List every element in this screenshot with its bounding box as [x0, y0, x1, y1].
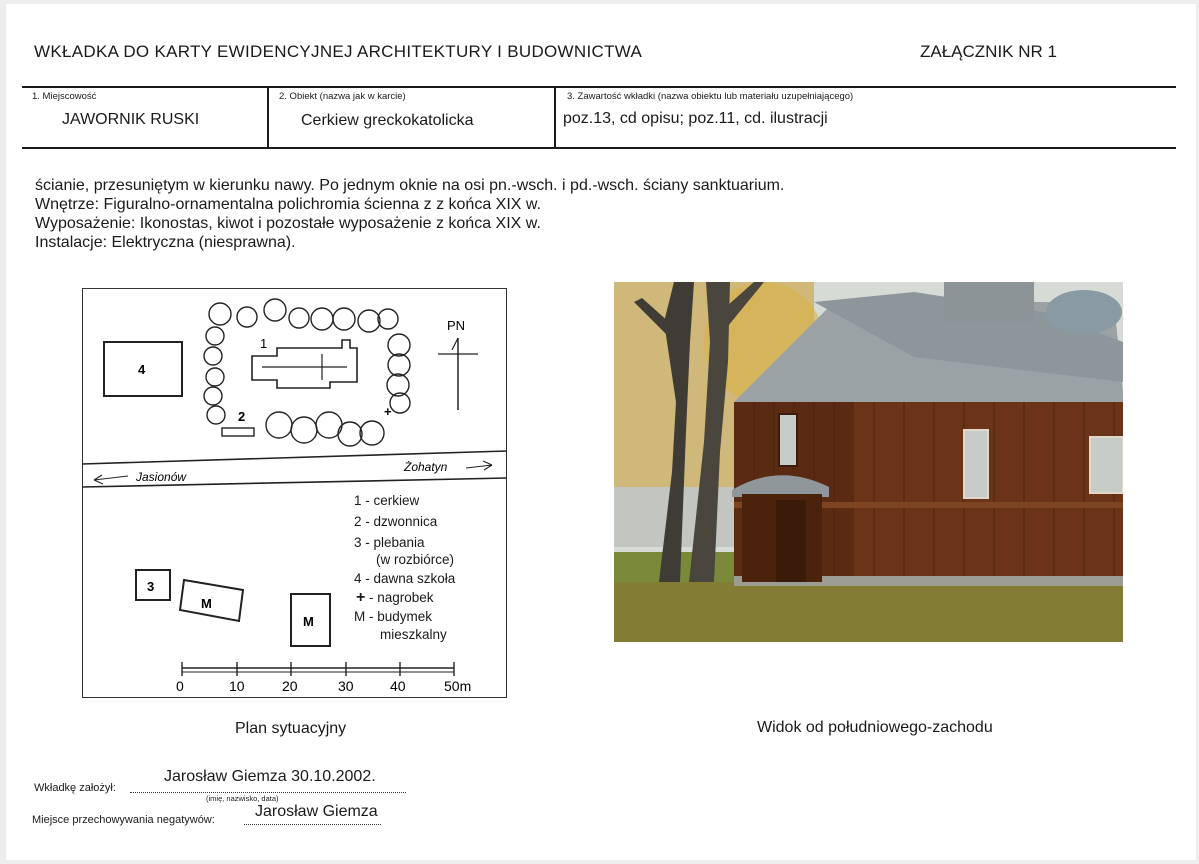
photo-window: [1090, 437, 1123, 493]
scale-label: 20: [282, 678, 298, 694]
top-rule: [22, 86, 1176, 88]
legend-item: (w rozbiórce): [376, 552, 455, 567]
presbytery-label: 3: [147, 579, 155, 594]
storage-label: Miejsce przechowywania negatywów:: [32, 814, 215, 826]
annex-number: ZAŁĄCZNIK NR 1: [920, 42, 1057, 61]
scale-label: 0: [176, 678, 184, 694]
legend-item: - nagrobek: [369, 590, 434, 605]
form-title: WKŁADKA DO KARTY EWIDENCYJNEJ ARCHITEKTURY I BUDOWNICTWA: [34, 42, 643, 61]
photo-leaves: [614, 582, 1123, 642]
legend-item: 1 - cerkiew: [354, 493, 420, 508]
north-label: PN: [447, 318, 466, 333]
site-plan: [82, 288, 507, 698]
scale-label: 50m: [444, 678, 472, 694]
author-value: Jarosław Giemza 30.10.2002.: [164, 768, 376, 785]
storage-dotted-line: [244, 824, 381, 825]
photo-drum: [944, 282, 1034, 322]
road-right-label: Żohatyn: [404, 460, 448, 474]
road-left-label: Jasionów: [136, 470, 187, 484]
locality-value: JAWORNIK RUSKI: [62, 111, 200, 128]
description-text: [35, 176, 784, 252]
photo-caption: Widok od południowego-zachodu: [757, 719, 993, 736]
locality-label: 1. Miejscowość: [32, 91, 97, 102]
contents-label: 3. Zawartość wkładki (nazwa obiektu lub materiału uzupełniającego): [567, 91, 854, 102]
author-label: Wkładkę założył:: [34, 782, 116, 794]
legend-item: M - budymek: [354, 609, 433, 624]
storage-value: Jarosław Giemza: [255, 803, 378, 820]
form-sheet: [6, 4, 1196, 860]
legend-item: 3 - plebania: [354, 535, 425, 550]
field-divider-1: [267, 87, 269, 147]
description-line: Wyposażenie: Ikonostas, kiwot i pozostałe wyposażenie z końca XIX w.: [35, 215, 541, 232]
photo-door: [776, 500, 806, 582]
belfry-label: 2: [238, 409, 246, 424]
object-value: Cerkiew greckokatolicka: [301, 112, 474, 129]
field-divider-2: [554, 87, 556, 147]
fields-bottom-rule: [22, 147, 1176, 149]
legend-item: mieszkalny: [380, 627, 447, 642]
plan-caption: Plan sytuacyjny: [235, 720, 347, 737]
legend-item: 2 - dzwonnica: [354, 514, 438, 529]
scale-label: 40: [390, 678, 406, 694]
house-label: M: [303, 614, 314, 629]
scale-label: 10: [229, 678, 245, 694]
legend-cross-icon: +: [356, 589, 366, 606]
scale-label: 30: [338, 678, 354, 694]
description-line: ścianie, przesuniętym w kierunku nawy. Po jednym oknie na osi pn.-wsch. i pd.-wsch. ściany sanktuarium.: [35, 177, 785, 194]
description-line: Wnętrze: Figuralno-ornamentalna polichromia ścienna z z końca XIX w.: [35, 196, 542, 213]
author-hint: (imię, nazwisko, data): [206, 794, 279, 803]
school-label: 4: [138, 362, 146, 377]
contents-value: poz.13, cd opisu; poz.11, cd. ilustracji: [563, 110, 828, 127]
photo-dome: [1046, 290, 1122, 334]
legend-item: 4 - dawna szkoła: [354, 571, 456, 586]
grave-marker: +: [384, 404, 392, 419]
object-label: 2. Obiekt (nazwa jak w karcie): [279, 91, 406, 102]
description-line: Instalacje: Elektryczna (niesprawna).: [35, 234, 296, 251]
photo-window: [779, 414, 797, 466]
church-photo: [614, 282, 1123, 642]
house-label: M: [201, 596, 212, 611]
church-label: 1: [260, 336, 268, 351]
photo-window: [964, 430, 988, 498]
author-dotted-line: [130, 792, 406, 793]
